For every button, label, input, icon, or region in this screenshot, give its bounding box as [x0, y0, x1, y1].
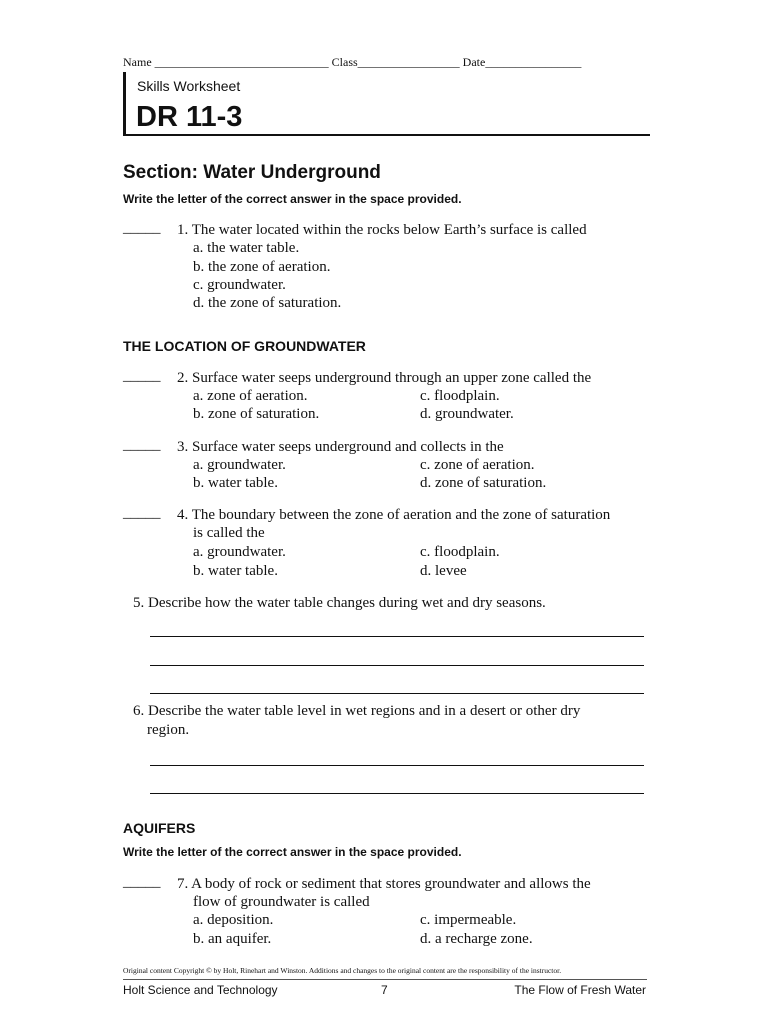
class-field[interactable]: _________________	[357, 55, 460, 69]
question-7-stem-line-2: flow of groundwater is called	[193, 894, 370, 910]
answer-blank-1[interactable]: _____	[123, 220, 161, 236]
worksheet-type: Skills Worksheet	[137, 78, 241, 94]
question-7-stem-line-1: 7. A body of rock or sediment that stores groundwater and allows the	[177, 876, 591, 892]
question-1-option-d: d. the zone of saturation.	[193, 295, 342, 311]
question-6-answer-line-1[interactable]	[150, 765, 644, 766]
date-label: Date	[462, 55, 486, 69]
footer-chapter-title: The Flow of Fresh Water	[514, 983, 646, 997]
question-4-option-a: a. groundwater.	[193, 544, 286, 560]
instructions: Write the letter of the correct answer in the space provided.	[123, 192, 462, 206]
question-4-option-b: b. water table.	[193, 563, 278, 579]
section-title: Section: Water Underground	[123, 162, 381, 183]
question-3-option-b: b. water table.	[193, 475, 278, 491]
copyright-notice: Original content Copyright © by Holt, Rinehart and Winston. Additions and changes to the original content are the responsibility of the instructor.	[123, 966, 562, 975]
student-info-line	[123, 55, 581, 70]
question-1-stem: 1. The water located within the rocks below Earth’s surface is called	[177, 222, 587, 238]
worksheet-id: DR 11-3	[136, 101, 243, 133]
question-2-stem: 2. Surface water seeps underground through an upper zone called the	[177, 370, 592, 386]
question-7-option-d: d. a recharge zone.	[420, 931, 533, 947]
question-3-option-a: a. groundwater.	[193, 457, 286, 473]
question-7-option-c: c. impermeable.	[420, 912, 517, 928]
question-7-option-a: a. deposition.	[193, 912, 274, 928]
question-2-option-b: b. zone of saturation.	[193, 406, 320, 422]
question-5-answer-line-3[interactable]	[150, 693, 644, 694]
question-1-option-b: b. the zone of aeration.	[193, 259, 331, 275]
instructions-aquifers: Write the letter of the correct answer in the space provided.	[123, 845, 462, 859]
class-label: Class	[331, 55, 358, 69]
question-1-option-c: c. groundwater.	[193, 277, 286, 293]
question-5-answer-line-2[interactable]	[150, 665, 644, 666]
question-4-stem-line-2: is called the	[193, 525, 265, 541]
heading-location-of-groundwater: THE LOCATION OF GROUNDWATER	[123, 338, 366, 354]
question-5-answer-line-1[interactable]	[150, 636, 644, 637]
question-4-option-c: c. floodplain.	[420, 544, 500, 560]
answer-blank-4[interactable]: _____	[123, 505, 161, 521]
question-3-option-d: d. zone of saturation.	[420, 475, 547, 491]
question-4-stem-line-1: 4. The boundary between the zone of aeration and the zone of saturation	[177, 507, 611, 523]
question-1-option-a: a. the water table.	[193, 240, 300, 256]
question-7-option-b: b. an aquifer.	[193, 931, 272, 947]
page-number: 7	[381, 983, 388, 997]
date-field[interactable]: ________________	[485, 55, 582, 69]
answer-blank-2[interactable]: _____	[123, 368, 161, 384]
question-5-prompt: 5. Describe how the water table changes during wet and dry seasons.	[133, 595, 546, 611]
footer-publisher: Holt Science and Technology	[123, 983, 278, 997]
name-field[interactable]: _____________________________	[154, 55, 329, 69]
heading-aquifers: AQUIFERS	[123, 820, 196, 836]
question-2-option-a: a. zone of aeration.	[193, 388, 308, 404]
footer-divider	[123, 979, 647, 980]
question-2-option-d: d. groundwater.	[420, 406, 514, 422]
question-6-prompt-line-2: region.	[147, 722, 190, 738]
answer-blank-7[interactable]: _____	[123, 874, 161, 890]
question-4-option-d: d. levee	[420, 563, 467, 579]
question-3-stem: 3. Surface water seeps underground and collects in the	[177, 439, 504, 455]
name-label: Name	[123, 55, 152, 69]
answer-blank-3[interactable]: _____	[123, 437, 161, 453]
question-6-answer-line-2[interactable]	[150, 793, 644, 794]
question-6-prompt-line-1: 6. Describe the water table level in wet regions and in a desert or other dry	[133, 703, 581, 719]
question-3-option-c: c. zone of aeration.	[420, 457, 535, 473]
question-2-option-c: c. floodplain.	[420, 388, 500, 404]
